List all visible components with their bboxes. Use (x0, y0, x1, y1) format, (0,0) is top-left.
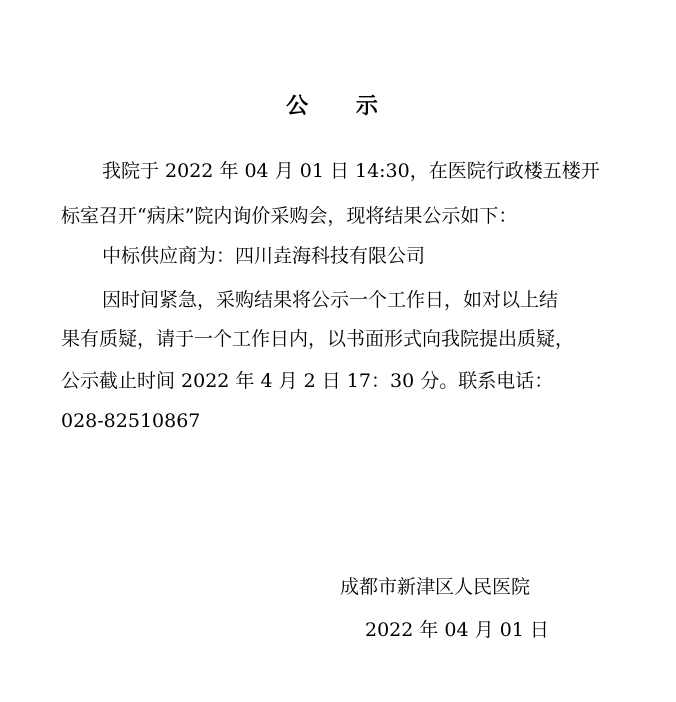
winning-supplier-line: 中标供应商为：四川垚海科技有限公司 (102, 245, 426, 267)
body-line-2: 标室召开“病床”院内询价采购会，现将结果公示如下： (61, 205, 518, 227)
body-line-4: 因时间紧急，采购结果将公示一个工作日，如对以上结 (102, 289, 559, 311)
deadline-line: 公示截止时间 2022 年 4 月 2 日 17：30 分。联系电话： (61, 370, 554, 392)
signature-date: 2022 年 04 月 01 日 (365, 619, 549, 641)
notice-title: 公 示 (286, 93, 398, 119)
body-line-1: 我院于 2022 年 04 月 01 日 14:30，在医院行政楼五楼开 (102, 160, 600, 182)
contact-phone: 028-82510867 (61, 410, 201, 432)
signature-organization: 成都市新津区人民医院 (340, 576, 531, 598)
body-line-5: 果有质疑，请于一个工作日内，以书面形式向我院提出质疑， (61, 328, 575, 350)
